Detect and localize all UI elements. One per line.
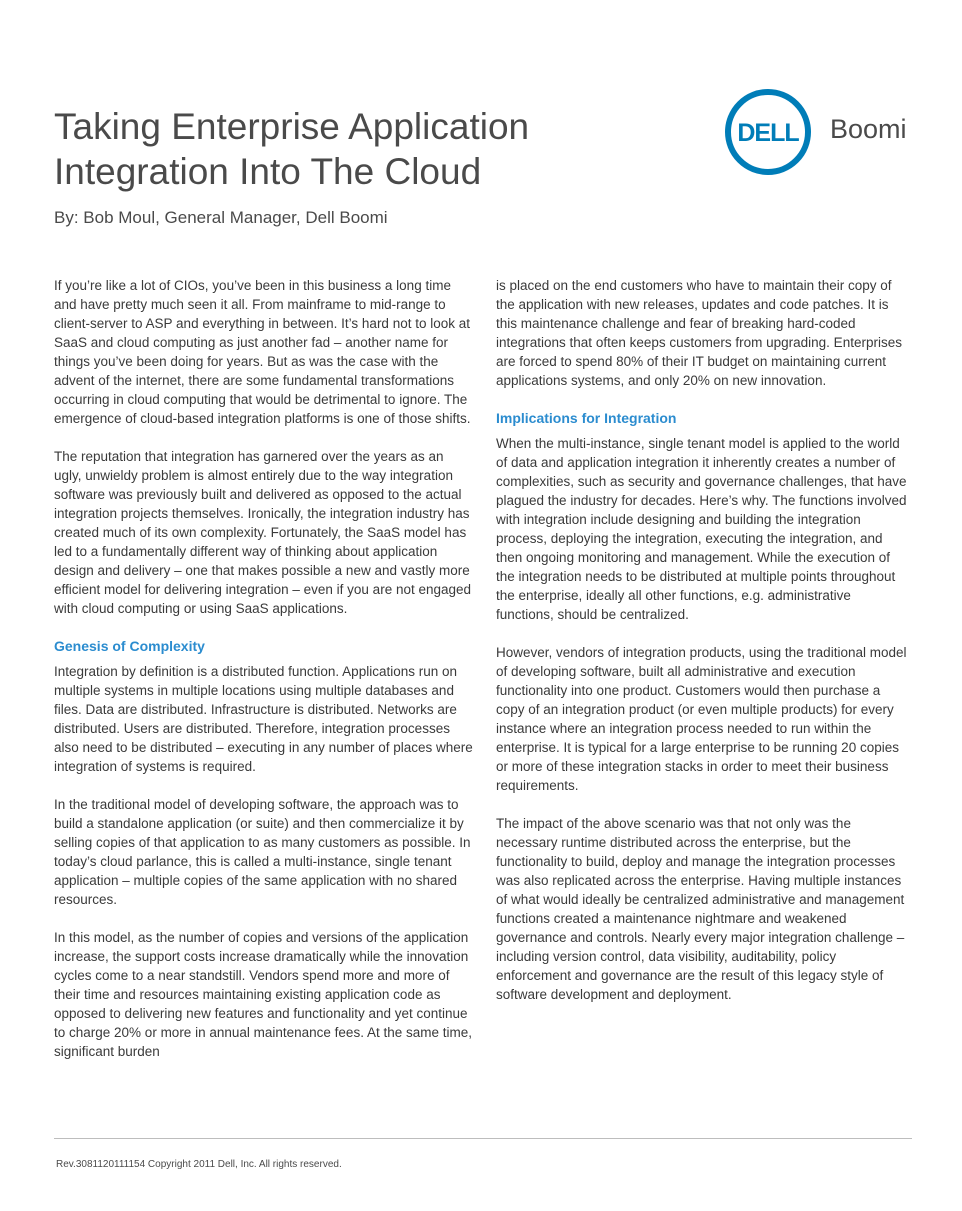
- paragraph: The impact of the above scenario was that not only was the necessary runtime distributed across the enterprise, but the functionality to build, deploy and manage the integration processes was also replicated across the enterprise. Having multiple instances of what would ideally be centralized administrative and management functions created a maintenance nightmare and weakened governance and controls. Nearly every major integration challenge – including version control, data visibility, auditability, policy enforcement and governance are the result of this legacy style of software development and deployment.: [496, 816, 905, 1002]
- byline: By: Bob Moul, General Manager, Dell Boomi: [54, 208, 388, 227]
- right-column: [496, 276, 910, 1023]
- paragraph: Integration by definition is a distributed function. Applications run on multiple systems in multiple locations using multiple databases and files. Data are distributed. Infrastructure is distributed. Networks are distributed. Users are distributed. Therefore, integration processes also need to be distributed – executing in any number of places where integration of systems is required.: [54, 664, 473, 774]
- left-column: [54, 276, 474, 1080]
- section-heading-genesis: Genesis of Complexity: [54, 638, 205, 654]
- paragraph: In this model, as the number of copies and versions of the application increase, the support costs increase dramatically while the innovation cycles come to a near standstill. Vendors spend more and more of their time and resources maintaining existing application code as opposed to delivering new features and functionality and yet continue to charge 20% or more in annual maintenance fees. At the same time, significant burden: [54, 930, 472, 1059]
- title-line-1: Taking Enterprise Application: [54, 106, 530, 147]
- paragraph: If you’re like a lot of CIOs, you’ve been in this business a long time and have pretty much seen it all. From mainframe to mid-range to client-server to ASP and everything in between. It’s hard not to look at SaaS and cloud computing as just another fad – another name for things you’ve been doing for years. But as was the case with the advent of the internet, there are some fundamental transformations occurring in cloud computing that would be detrimental to ignore. The emergence of cloud-based integration platforms is one of those shifts.: [54, 278, 471, 426]
- footer-divider: [54, 1138, 912, 1139]
- paragraph: In the traditional model of developing software, the approach was to build a standalone application (or suite) and then commercialize it by selling copies of that application to as many customers as possible. In today’s cloud parlance, this is called a multi-instance, single tenant application – multiple copies of the same application with no shared resources.: [54, 797, 471, 907]
- paragraph: The reputation that integration has garnered over the years as an ugly, unwieldy problem is almost entirely due to the way integration software was previously built and delivered as opposed to the actual integration projects themselves. Ironically, the integration industry has created much of its own complexity. Fortunately, the SaaS model has led to a fundamentally different way of thinking about application design and delivery – one that makes possible a new and vastly more efficient model for delivering integration – even if you are not engaged with cloud computing or using SaaS applications.: [54, 449, 472, 616]
- boomi-wordmark: Boomi: [830, 114, 907, 144]
- paragraph: is placed on the end customers who have to maintain their copy of the application with new releases, updates and code patches. It is this maintenance challenge and fear of breaking hard-coded integrations that often keeps customers from upgrading. Enterprises are forced to spend 80% of their IT budget on maintaining current applications systems, and only 20% on new innovation.: [496, 278, 902, 388]
- paragraph: However, vendors of integration products, using the traditional model of developing software, built all administrative and execution functionality into one product. Customers would then purchase a copy of an integration product (or even multiple products) for every instance where an integration process needed to run within the enterprise. It is typical for a large enterprise to be running 20 copies or more of these integration stacks in order to meet their business requirements.: [496, 645, 907, 793]
- page-title: [54, 104, 674, 194]
- dell-boomi-logo: [722, 86, 922, 178]
- title-line-2: Integration Into The Cloud: [54, 151, 482, 192]
- footer-copyright: Rev.3081120111154 Copyright 2011 Dell, Inc. All rights reserved.: [56, 1159, 342, 1170]
- dell-circle-logo-icon: [722, 86, 822, 178]
- dell-wordmark: DELL: [737, 119, 799, 147]
- section-heading-implications: Implications for Integration: [496, 410, 677, 426]
- paragraph: When the multi-instance, single tenant model is applied to the world of data and application integration it inherently creates a number of complexities, such as security and governance challenges, that have plagued the industry for decades. Here’s why. The functions involved with integration include designing and building the integration process, deploying the integration, executing the integration, and then ongoing monitoring and management. While the execution of the integration needs to be distributed at multiple points throughout the enterprise, ideally all other functions, e.g. administrative functions, should be centralized.: [496, 436, 907, 622]
